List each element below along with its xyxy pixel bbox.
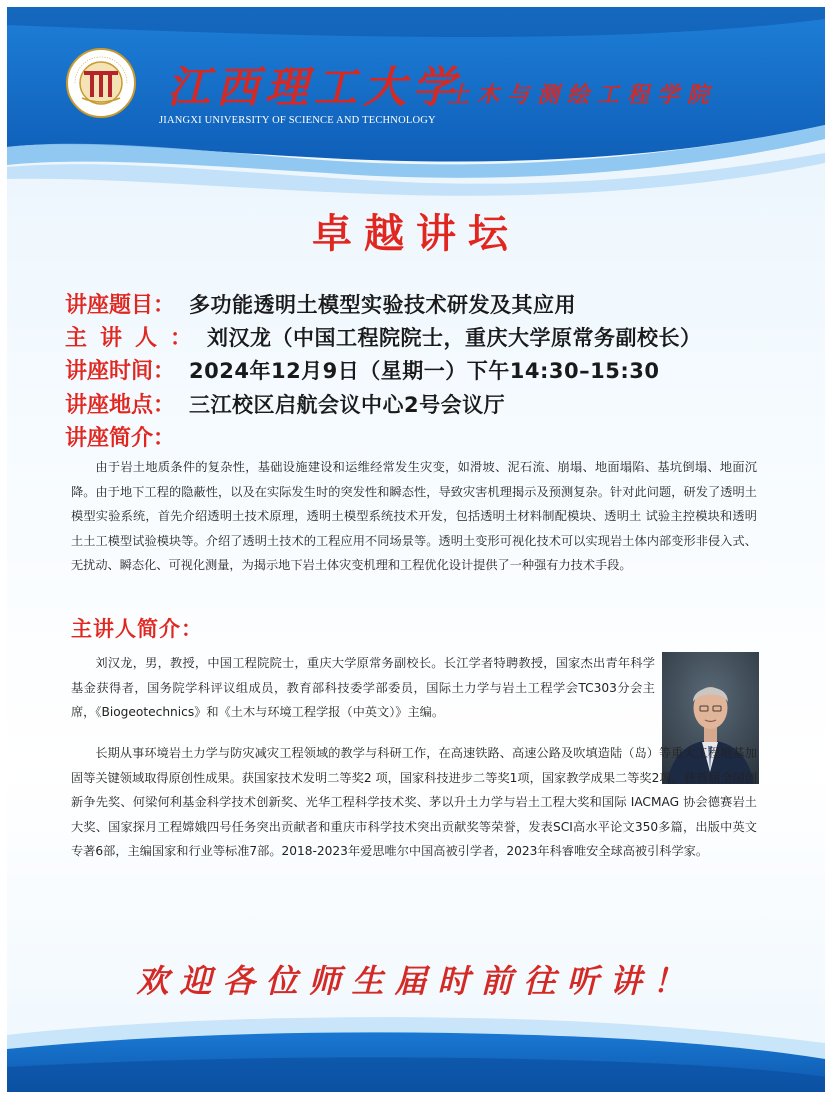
speaker-bio-part1: 刘汉龙，男，教授，中国工程院院士，重庆大学原常务副校长。长江学者特聘教授，国家杰出青年科学基金获得者，国务院学科评议组成员，教育部科技委学部委员，国际土力学与岩土工程学会TC303分会主席，《Biogeotechnics》和《土木与环境工程学报（中英文）》主编。 — [71, 656, 655, 720]
footer-background — [7, 1007, 825, 1092]
welcome-message: 欢迎各位师生届时前往听讲！ — [136, 962, 696, 1000]
intro-row — [65, 421, 175, 451]
lecture-abstract: 由于岩土地质条件的复杂性，基础设施建设和运维经常发生灾变，如滑坡、泥石流、崩塌、地面塌陷、基坑倒塌、地面沉降。由于地下工程的隐蔽性，以及在实际发生时的突发性和瞬态性，导致灾害机理揭示及预测复杂。针对此问题，研发了透明土模型实验系统，首先介绍透明土技术原理，透明土模型系统技术开发，包括透明土材料制配模块、透明土 试验主控模块和透明土土工模型试验模块等。介绍了透明土技术的工程应用不同场景等。透明土变形可视化技术可以实现岩土体内部变形非侵入式、无扰动、瞬态化、可视化测量，为揭示地下岩土体灾变机理和工程优化设计提供了一种强有力技术手段。 — [71, 460, 757, 573]
speaker-value: 刘汉龙（中国工程院院士，重庆大学原常务副校长） — [207, 326, 702, 350]
speaker-bio-part2: 长期从事环境岩土力学与防灾减灾工程领域的教学与科研工作，在高速铁路、高速公路及吹填造陆（岛）等重大工程地基加固等关键领域取得原创性成果。获国家技术发明二等奖2 项，国家科技进步二等奖1项，国家教学成果二等奖2项。获首届全国创新争先奖、何梁何利基金科学技术创新奖、光华工程科学技术奖、茅以升土力学与岩土工程大奖和国际 IACMAG 协会德赛岩土大奖、国家探月工程嫦娥四号任务突出贡献者和重庆市科学技术突出贡献奖等荣誉，发表SCI高水平论文350多篇，出版中英文专著6部，主编国家和行业等标准7部。2018-2023年爱思唯尔中国高被引学者，2023年科睿唯安全球高被引科学家。 — [71, 746, 757, 859]
speaker-label: 主讲人： — [65, 326, 206, 351]
forum-title: 卓越讲坛 — [312, 210, 520, 257]
topic-label: 讲座题目： — [65, 293, 176, 318]
time-value: 2024年12月9日（星期一）下午14:30–15:30 — [189, 359, 660, 383]
place-label: 讲座地点： — [65, 393, 176, 418]
university-name-cn: 江西理工大学 — [167, 63, 461, 113]
poster — [7, 7, 825, 1092]
topic-value: 多功能透明土模型实验技术研发及其应用 — [189, 293, 577, 317]
school-name-cn: 土木与测绘工程学院 — [447, 82, 718, 108]
topic-row — [65, 288, 576, 318]
speaker-bio-heading: 主讲人简介： — [71, 617, 203, 641]
place-value: 三江校区启航会议中心2号会议厅 — [189, 393, 506, 417]
time-label: 讲座时间： — [65, 359, 176, 384]
intro-label: 讲座简介： — [65, 426, 176, 451]
university-name-en: JIANGXI UNIVERSITY OF SCIENCE AND TECHNOLOGY — [159, 115, 436, 126]
speaker-row — [65, 321, 702, 351]
university-logo — [66, 48, 136, 118]
place-row — [65, 388, 505, 418]
time-row — [65, 354, 660, 384]
